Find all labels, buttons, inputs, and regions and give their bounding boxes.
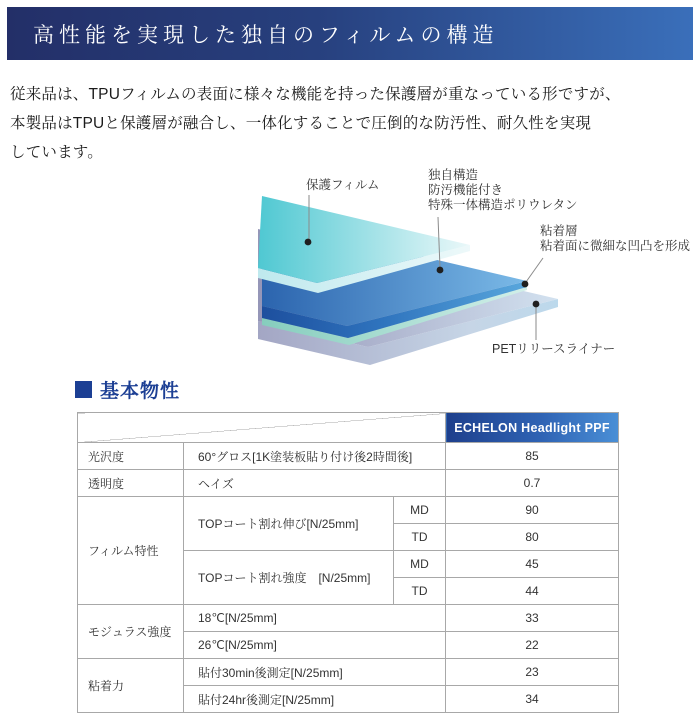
section-title-text: 基本物性 bbox=[100, 381, 181, 402]
value-cell: 44 bbox=[446, 578, 619, 605]
basic-properties-table bbox=[77, 412, 619, 713]
dot-adhesive-layer bbox=[522, 281, 529, 288]
intro-line-2: 本製品はTPUと保護層が融合し、一体化することで圧倒的な防汚性、耐久性を実現 bbox=[10, 115, 592, 132]
item-cell: TOPコート割れ伸び[N/25mm] bbox=[184, 497, 394, 551]
intro-paragraph bbox=[10, 80, 694, 167]
item-cell: 60°グロス[1K塗装板貼り付け後2時間後] bbox=[184, 443, 446, 470]
value-cell: 90 bbox=[446, 497, 619, 524]
dot-pet-liner bbox=[533, 301, 540, 308]
label-unique-line3: 特殊一体構造ポリウレタン bbox=[428, 198, 578, 212]
label-unique-line2: 防汚機能付き bbox=[428, 183, 504, 197]
intro-line-3: しています。 bbox=[10, 144, 103, 161]
item-cell: 貼付24hr後測定[N/25mm] bbox=[184, 686, 446, 713]
table-row bbox=[78, 497, 619, 524]
dot-protective-film bbox=[305, 239, 312, 246]
value-cell: 80 bbox=[446, 524, 619, 551]
value-cell: 0.7 bbox=[446, 470, 619, 497]
category-cell: 粘着力 bbox=[78, 659, 184, 713]
table-row bbox=[78, 605, 619, 632]
item-cell: ヘイズ bbox=[184, 470, 446, 497]
label-pet-liner: PETリリースライナー bbox=[492, 342, 616, 356]
category-cell: 透明度 bbox=[78, 470, 184, 497]
item-cell: TOPコート割れ強度 [N/25mm] bbox=[184, 551, 394, 605]
value-cell: 85 bbox=[446, 443, 619, 470]
label-adhesive-line2: 粘着面に微細な凹凸を形成 bbox=[540, 239, 691, 253]
label-protective-film: 保護フィルム bbox=[306, 178, 380, 192]
value-cell: 33 bbox=[446, 605, 619, 632]
intro-line-1: 従来品は、TPUフィルムの表面に様々な機能を持った保護層が重なっている形ですが、 bbox=[10, 86, 621, 103]
item-cell: 貼付30min後測定[N/25mm] bbox=[184, 659, 446, 686]
value-cell: 45 bbox=[446, 551, 619, 578]
category-cell: モジュラス強度 bbox=[78, 605, 184, 659]
table-corner-diagonal-cell bbox=[78, 413, 446, 443]
film-structure-diagram bbox=[230, 170, 690, 375]
label-adhesive-layer bbox=[540, 224, 690, 254]
leader-adhesive-layer bbox=[526, 258, 543, 282]
header-banner bbox=[7, 7, 693, 60]
table-row bbox=[78, 470, 619, 497]
direction-cell: MD bbox=[394, 497, 446, 524]
page-title: 高性能を実現した独自のフィルムの構造 bbox=[33, 22, 499, 47]
category-cell: フィルム特性 bbox=[78, 497, 184, 605]
label-unique-structure bbox=[428, 168, 578, 213]
label-adhesive-line1: 粘着層 bbox=[540, 224, 578, 238]
direction-cell: MD bbox=[394, 551, 446, 578]
table-row bbox=[78, 659, 619, 686]
product-header-cell: ECHELON Headlight PPF bbox=[446, 413, 619, 443]
direction-cell: TD bbox=[394, 524, 446, 551]
value-cell: 22 bbox=[446, 632, 619, 659]
category-cell: 光沢度 bbox=[78, 443, 184, 470]
table-header-row bbox=[78, 413, 619, 443]
section-title-basic-properties bbox=[75, 376, 180, 403]
value-cell: 23 bbox=[446, 659, 619, 686]
item-cell: 26℃[N/25mm] bbox=[184, 632, 446, 659]
direction-cell: TD bbox=[394, 578, 446, 605]
section-square-icon bbox=[75, 381, 92, 398]
item-cell: 18℃[N/25mm] bbox=[184, 605, 446, 632]
table-row bbox=[78, 443, 619, 470]
value-cell: 34 bbox=[446, 686, 619, 713]
dot-unique-structure bbox=[437, 267, 444, 274]
label-unique-line1: 独自構造 bbox=[428, 168, 479, 182]
